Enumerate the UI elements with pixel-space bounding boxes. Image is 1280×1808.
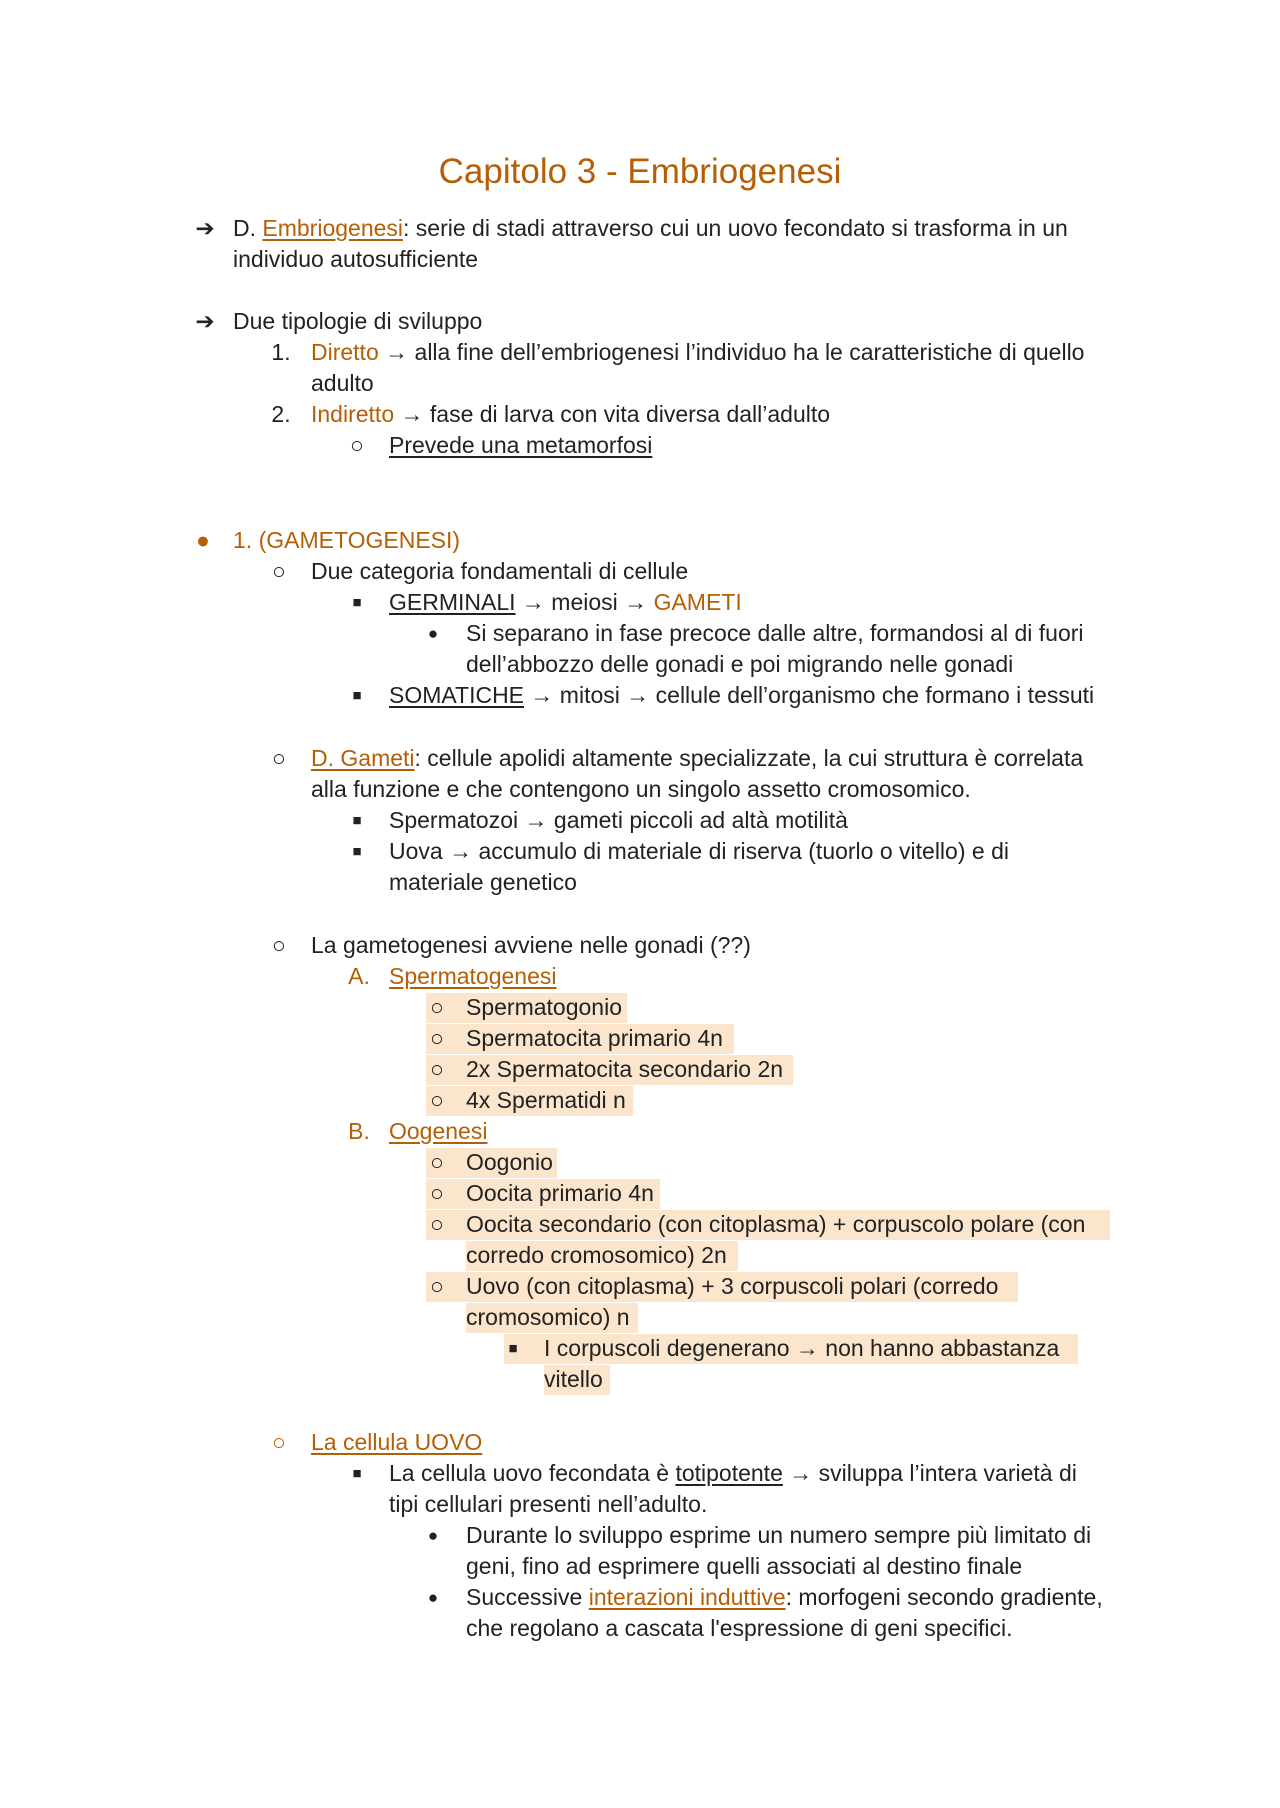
hollow-circle-bullet-icon: ○: [430, 994, 444, 1020]
filled-circle-bullet-icon: ●: [427, 1526, 439, 1545]
metamorfosi-text: Prevede una metamorfosi: [389, 432, 653, 458]
sviluppo-line2: geni, fino ad esprimere quelli associati al destino finale: [466, 1553, 1023, 1579]
filled-circle-bullet-icon: ●: [427, 624, 439, 643]
gameti-line2: alla funzione e che contengono un singolo assetto cromosomico.: [311, 776, 971, 802]
cellula-uovo-link[interactable]: La cellula UOVO: [311, 1429, 483, 1455]
square-bullet-icon: ■: [352, 687, 362, 704]
gameti-link[interactable]: D. Gameti: [311, 745, 415, 771]
filled-circle-bullet-icon: ●: [196, 527, 210, 553]
hollow-circle-bullet-icon: ○: [272, 1429, 286, 1455]
gameti-line1: [311, 743, 1083, 774]
gonadi-text: La gametogenesi avviene nelle gonadi (??): [311, 932, 751, 958]
hollow-circle-bullet-icon: ○: [350, 432, 364, 458]
list-letter: B.: [348, 1118, 370, 1144]
gameti-text: : cellule apolidi altamente specializzate, la cui struttura è correlata: [414, 745, 1084, 771]
square-bullet-icon: ■: [508, 1340, 518, 1357]
spermatogenesi-step: 4x Spermatidi n: [466, 1087, 626, 1113]
somatiche-line: [389, 680, 1094, 711]
hollow-circle-bullet-icon: ○: [272, 932, 286, 958]
oogenesi-step: Oogonio: [466, 1149, 553, 1175]
diretto-term: Diretto: [311, 339, 379, 365]
oogenesi-step: Oocita secondario (con citoplasma) + corpuscolo polare (con: [466, 1211, 1086, 1237]
square-bullet-icon: ■: [352, 594, 362, 611]
germinali-term: GERMINALI: [389, 589, 516, 615]
sviluppo-heading: Due tipologie di sviluppo: [233, 308, 483, 334]
germinali-mid: → meiosi →: [515, 589, 654, 615]
def-prefix: D.: [233, 215, 263, 241]
fecondata-pre: La cellula uovo fecondata è: [389, 1460, 676, 1486]
arrow-bullet-icon: ➔: [195, 308, 215, 334]
spermatozoi-text: Spermatozoi → gameti piccoli ad altà motilità: [389, 807, 848, 833]
fecondata-line1: [389, 1458, 1077, 1489]
germinali-note-line2: dell’abbozzo delle gonadi e poi migrando nelle gonadi: [466, 651, 1014, 677]
indiretto-term: Indiretto: [311, 401, 395, 427]
gametogenesi-heading: 1. (GAMETOGENESI): [233, 527, 461, 553]
hollow-circle-bullet-icon: ○: [272, 745, 286, 771]
def-embriogenesi-line1: [233, 213, 1068, 244]
categorie-text: Due categoria fondamentali di cellule: [311, 558, 689, 584]
successive-pre: Successive: [466, 1584, 589, 1610]
diretto-line2: adulto: [311, 370, 374, 396]
list-letter: A.: [348, 963, 370, 989]
successive-line1: [466, 1582, 1103, 1613]
hollow-circle-bullet-icon: ○: [430, 1025, 444, 1051]
somatiche-term: SOMATICHE: [389, 682, 525, 708]
spermatogenesi-step: 2x Spermatocita secondario 2n: [466, 1056, 784, 1082]
square-bullet-icon: ■: [352, 1465, 362, 1482]
page-title: Capitolo 3 - Embriogenesi: [438, 152, 842, 191]
diretto-line1: [311, 337, 1084, 368]
interazioni-induttive-link[interactable]: interazioni induttive: [588, 1584, 786, 1610]
oogenesi-step-cont: corredo cromosomico) 2n: [466, 1242, 727, 1268]
oogenesi-link[interactable]: Oogenesi: [389, 1118, 488, 1144]
fecondata-line2: tipi cellulari presenti nell’adulto.: [389, 1491, 708, 1517]
filled-circle-bullet-icon: ●: [427, 1588, 439, 1607]
gameti-term: GAMETI: [653, 589, 742, 615]
germinali-line: [389, 587, 742, 618]
hollow-circle-bullet-icon: ○: [430, 1056, 444, 1082]
square-bullet-icon: ■: [352, 843, 362, 860]
uova-line2: materiale genetico: [389, 869, 577, 895]
square-bullet-icon: ■: [352, 812, 362, 829]
somatiche-text: → mitosi → cellule dell’organismo che formano i tessuti: [524, 682, 1095, 708]
spermatogenesi-step: Spermatocita primario 4n: [466, 1025, 723, 1051]
spermatogenesi-link[interactable]: Spermatogenesi: [389, 963, 557, 989]
fecondata-post: → sviluppa l’intera varietà di: [782, 1460, 1077, 1486]
hollow-circle-bullet-icon: ○: [430, 1149, 444, 1175]
uova-line1: Uova → accumulo di materiale di riserva (tuorlo o vitello) e di: [389, 838, 1009, 864]
arrow-bullet-icon: ➔: [195, 215, 215, 241]
totipotente-term: totipotente: [675, 1460, 783, 1486]
list-number: 1.: [271, 339, 291, 365]
oogenesi-step-cont: cromosomico) n: [466, 1304, 630, 1330]
hollow-circle-bullet-icon: ○: [430, 1180, 444, 1206]
hollow-circle-bullet-icon: ○: [430, 1273, 444, 1299]
def-embriogenesi-text: : serie di stadi attraverso cui un uovo fecondato si trasforma in un: [403, 215, 1068, 241]
corpuscoli-line2: vitello: [544, 1366, 603, 1392]
indiretto-line: [311, 399, 830, 430]
hollow-circle-bullet-icon: ○: [430, 1087, 444, 1113]
germinali-note-line1: Si separano in fase precoce dalle altre, formandosi al di fuori: [466, 620, 1084, 646]
successive-post: : morfogeni secondo gradiente,: [785, 1584, 1103, 1610]
def-embriogenesi-line2: individuo autosufficiente: [233, 246, 479, 272]
diretto-text: → alla fine dell’embriogenesi l’individuo ha le caratteristiche di quello: [378, 339, 1085, 365]
corpuscoli-line1: I corpuscoli degenerano → non hanno abbastanza: [544, 1335, 1060, 1361]
hollow-circle-bullet-icon: ○: [430, 1211, 444, 1237]
sviluppo-line1: Durante lo sviluppo esprime un numero sempre più limitato di: [466, 1522, 1092, 1548]
indiretto-text: → fase di larva con vita diversa dall’adulto: [394, 401, 831, 427]
embriogenesi-link[interactable]: Embriogenesi: [262, 215, 404, 241]
spermatogenesi-step: Spermatogonio: [466, 994, 622, 1020]
oogenesi-step: Uovo (con citoplasma) + 3 corpuscoli polari (corredo: [466, 1273, 999, 1299]
oogenesi-step: Oocita primario 4n: [466, 1180, 654, 1206]
list-number: 2.: [271, 401, 291, 427]
successive-line2: che regolano a cascata l'espressione di geni specifici.: [466, 1615, 1013, 1641]
hollow-circle-bullet-icon: ○: [272, 558, 286, 584]
